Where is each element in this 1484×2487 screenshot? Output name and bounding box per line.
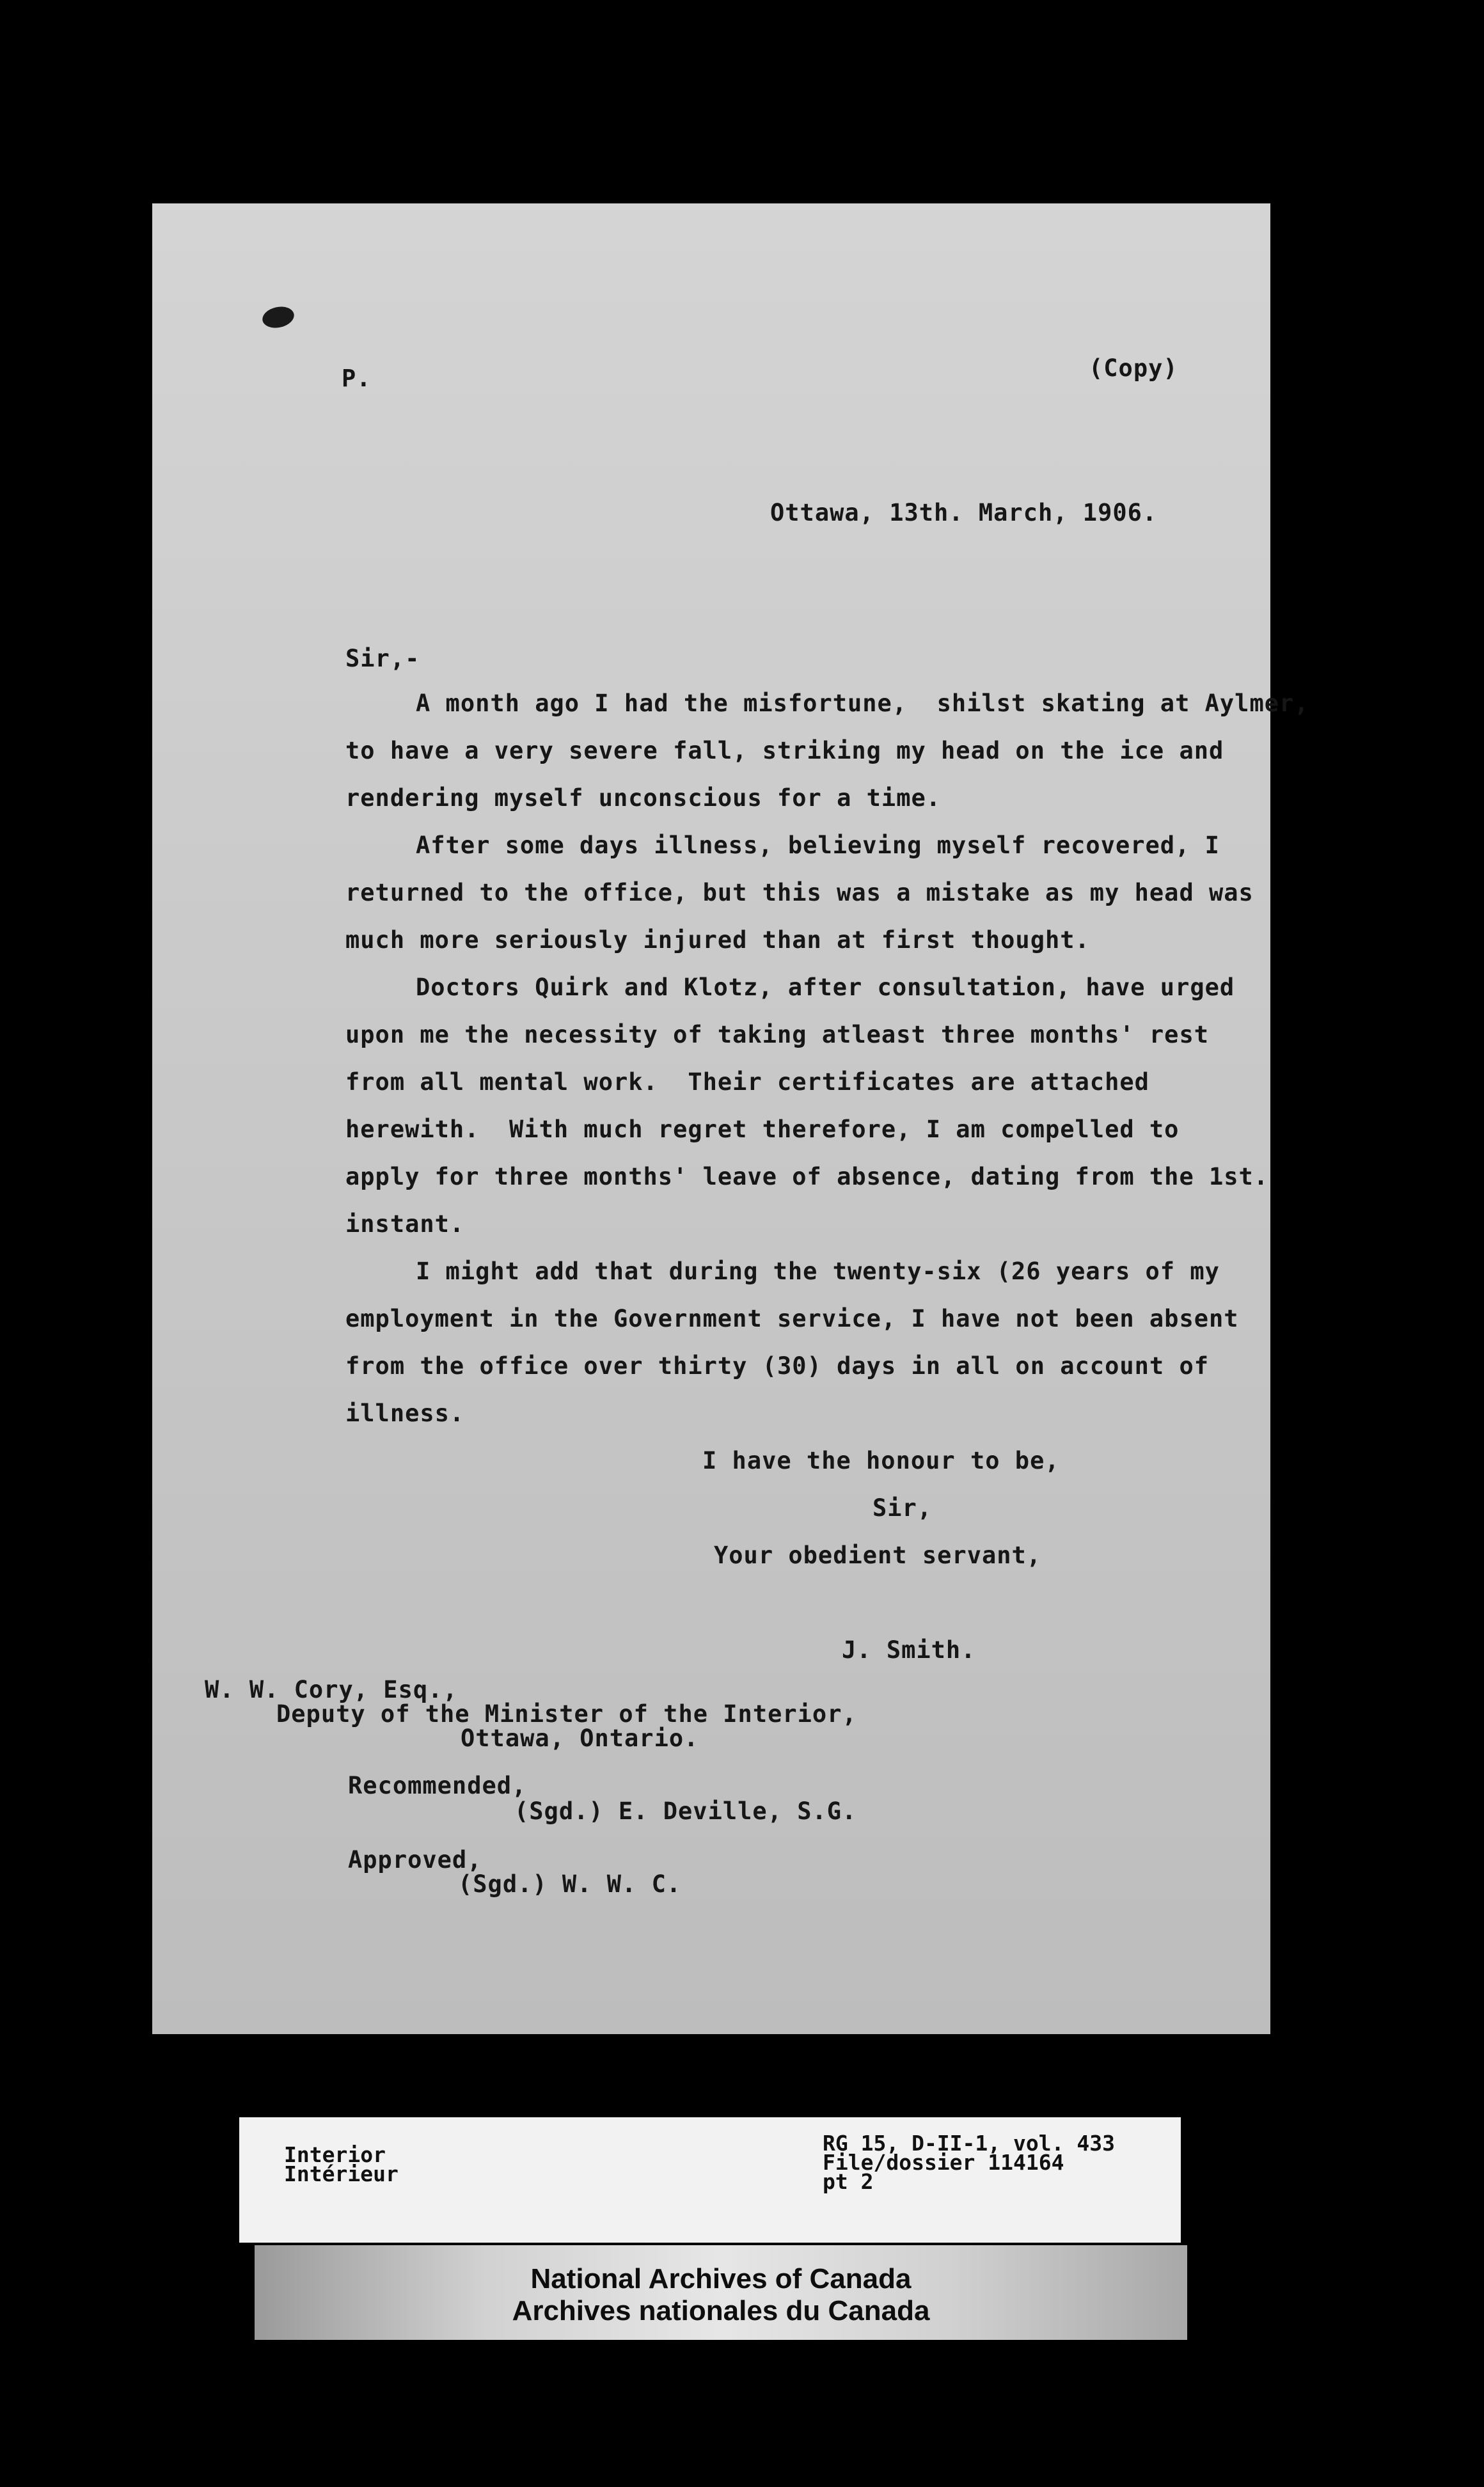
paragraph-line: A month ago I had the misfortune, shilst skating at Aylmer, [416,690,1309,717]
approved-label: Approved, [348,1846,482,1874]
paragraph-line: apply for three months' leave of absence, dating from the 1st. [345,1163,1269,1190]
addressee-name: W. W. Cory, Esq., [205,1676,458,1703]
paragraph-line: from all mental work. Their certificates are attached [345,1068,1149,1096]
paragraph-line: herewith. With much regret therefore, I am compelled to [345,1116,1180,1143]
archives-name-en: National Archives of Canada [530,2263,912,2294]
closing-line: Your obedient servant, [714,1542,1042,1569]
reference-line: File/dossier 114164 [823,2150,1064,2175]
approved-by: (Sgd.) W. W. C. [458,1870,682,1898]
paragraph-line: from the office over thirty (30) days in all on account of [345,1352,1210,1380]
ink-smudge [260,304,296,331]
recommended-by: (Sgd.) E. Deville, S.G. [514,1797,857,1825]
reference-line: pt 2 [823,2169,874,2194]
paragraph-line: employment in the Government service, I have not been absent [345,1305,1239,1332]
reference-line: RG 15, D-II-1, vol. 433 [823,2131,1115,2156]
paragraph-line: instant. [345,1210,465,1238]
paragraph-line: much more seriously injured than at first thought. [345,926,1090,954]
archive-reference-label [239,2117,1181,2243]
paragraph-line: illness. [345,1400,465,1427]
salutation: Sir,- [345,645,420,672]
closing-line: I have the honour to be, [702,1447,1060,1474]
paragraph-line: I might add that during the twenty-six (26 years of my [416,1258,1220,1285]
copy-mark: (Copy) [1089,354,1178,382]
closing-line: Sir, [872,1494,933,1522]
addressee-place: Ottawa, Ontario. [461,1725,699,1752]
archives-name-fr: Archives nationales du Canada [512,2295,930,2326]
letter-page [152,203,1309,2034]
signature: J. Smith. [842,1636,976,1664]
paragraph-line: upon me the necessity of taking atleast three months' rest [345,1021,1210,1048]
archives-banner [255,2245,1187,2340]
paragraph-line: returned to the office, but this was a mistake as my head was [345,879,1254,906]
paragraph-line: to have a very severe fall, striking my head on the ice and [345,737,1224,764]
letter-initial: P. [342,365,372,392]
department-en: Interior [284,2142,386,2167]
paragraph-line: Doctors Quirk and Klotz, after consultation, have urged [416,974,1235,1001]
letter-date: Ottawa, 13th. March, 1906. [770,499,1158,526]
recommended-label: Recommended, [348,1772,527,1799]
paragraph-line: rendering myself unconscious for a time. [345,784,942,812]
addressee-title: Deputy of the Minister of the Interior, [276,1700,857,1728]
paragraph-line: After some days illness, believing myself recovered, I [416,832,1220,859]
department-fr: Intérieur [284,2161,399,2186]
